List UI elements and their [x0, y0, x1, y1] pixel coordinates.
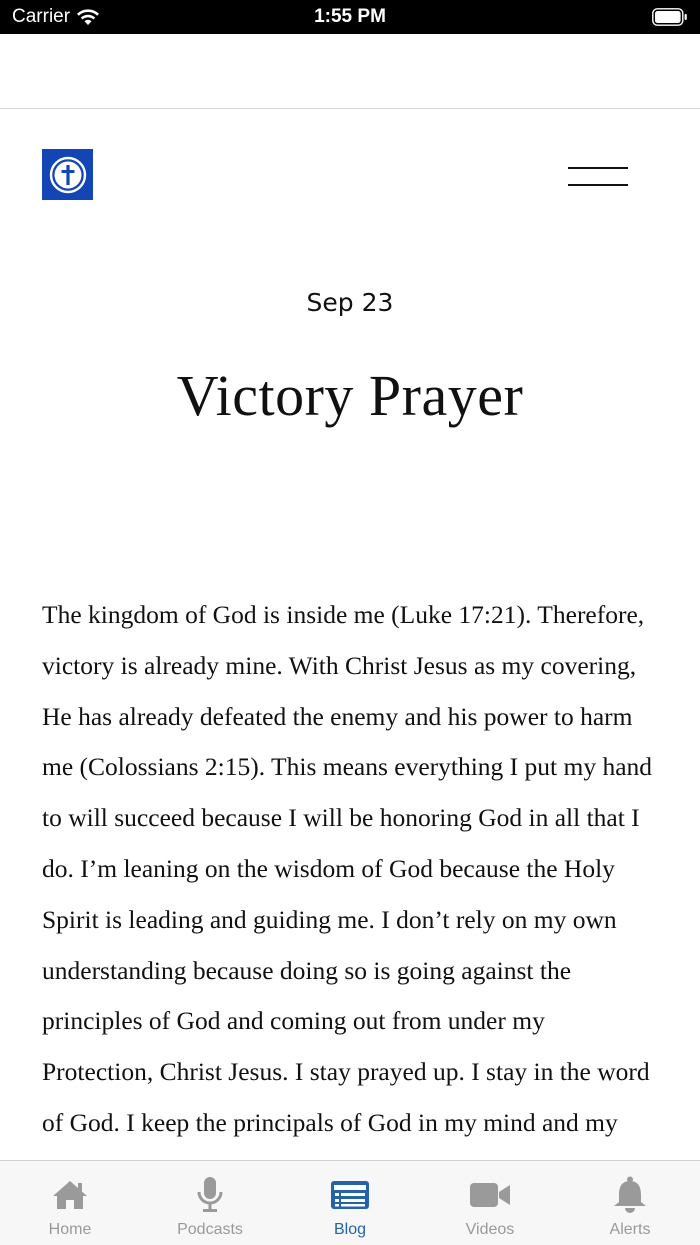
carrier-label: Carrier — [12, 6, 71, 27]
tab-home[interactable] — [0, 1161, 140, 1245]
microphone-icon — [188, 1175, 232, 1215]
menu-line-top — [568, 167, 628, 169]
tab-videos[interactable] — [420, 1161, 560, 1245]
tab-blog-label: Blog — [333, 1221, 367, 1238]
bell-icon — [608, 1175, 652, 1215]
navigation-bar — [0, 34, 700, 109]
home-icon — [48, 1175, 92, 1215]
post-body: The kingdom of God is inside me (Luke 17:21). Therefore, victory is already mine. With Christ Jesus as my covering, He has already defeated the enemy and his power to harm me (Colossians 2:15). This means everything I put my hand to will succeed because I will be honoring God in all that I do. I’m leaning on the wisdom of God because the Holy Spirit is leading and guiding me. I don’t rely on my own understanding because doing so is going against the principles of God and coming out from under my Protection, Christ Jesus. I stay prayed up. I stay in the word of God. I keep the principals of God in my mind and my — [42, 600, 653, 1137]
site-header — [0, 109, 700, 249]
post-date: Sep 23 — [306, 288, 394, 317]
post-title: Victory Prayer — [176, 363, 524, 428]
tab-alerts[interactable] — [560, 1161, 700, 1245]
tab-videos-label: Videos — [465, 1221, 515, 1238]
menu-line-bottom — [568, 184, 628, 186]
tab-blog[interactable] — [280, 1161, 420, 1245]
tab-home-label: Home — [48, 1221, 92, 1238]
video-camera-icon — [468, 1175, 512, 1215]
tab-bar — [0, 1160, 700, 1245]
status-bar — [0, 0, 700, 34]
menu-button[interactable] — [568, 165, 628, 189]
cross-logo-icon — [49, 156, 87, 194]
battery-icon — [652, 8, 688, 26]
list-icon — [328, 1175, 372, 1215]
status-time: 1:55 PM — [314, 6, 386, 27]
site-logo[interactable] — [42, 149, 93, 200]
tab-alerts-label: Alerts — [609, 1221, 651, 1238]
tab-podcasts[interactable] — [140, 1161, 280, 1245]
tab-podcasts-label: Podcasts — [177, 1221, 243, 1238]
